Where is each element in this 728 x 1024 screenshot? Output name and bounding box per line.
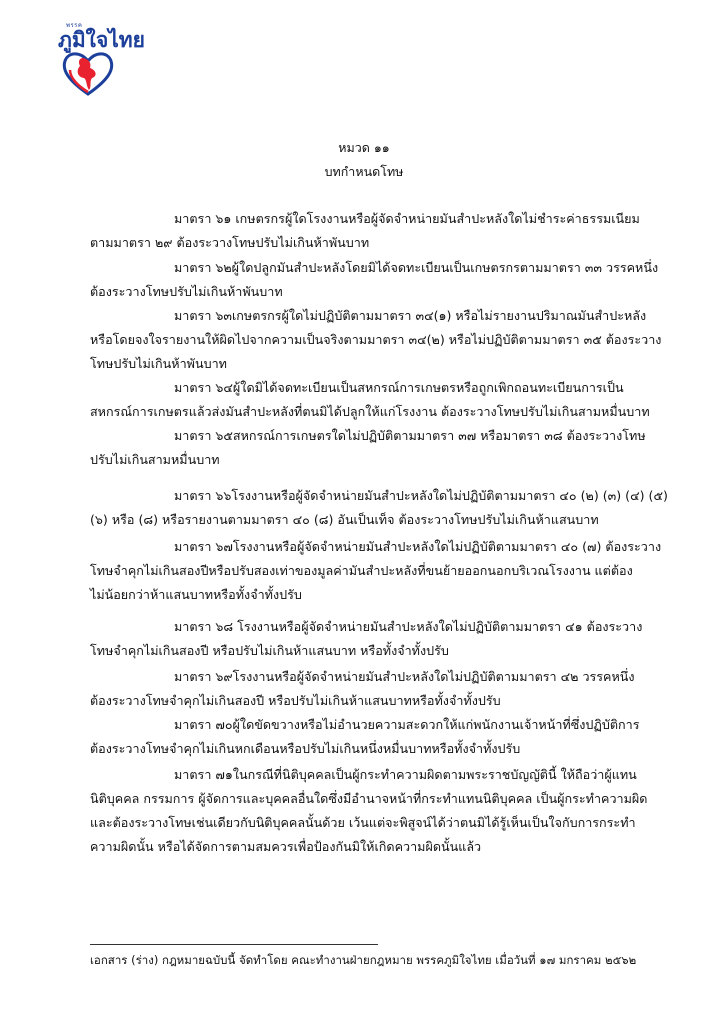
text-line: โทษจำคุกไม่เกินสองปีหรือปรับสองเท่าของมูลค่ามันสำปะหลังที่ขนย้ายออกนอกบริเวณโรงงาน แต่ต้อง	[90, 563, 633, 578]
text-line: ต้องระวางโทษปรับไม่เกินห้าพันบาท	[90, 284, 283, 299]
text-line: มาตรา ๖๔ผู้ใดมิได้จดทะเบียนเป็นสหกรณ์การเกษตรหรือถูกเพิกถอนทะเบียนการเป็น	[174, 380, 624, 395]
text-line: ตามมาตรา ๒๙ ต้องระวางโทษปรับไม่เกินห้าพันบาท	[90, 235, 370, 250]
text-line: หรือโดยจงใจรายงานให้ผิดไปจากความเป็นจริงตามมาตรา ๓๔(๒) หรือไม่ปฏิบัติตามมาตรา ๓๕ ต้องระวาง	[90, 332, 662, 347]
text-line: มาตรา ๖๘ โรงงานหรือผู้จัดจำหน่ายมันสำปะหลังใดไม่ปฏิบัติตามมาตรา ๔๑ ต้องระวาง	[174, 619, 643, 634]
text-line: มาตรา ๖๕สหกรณ์การเกษตรใดไม่ปฏิบัติตามมาตรา ๓๗ หรือมาตรา ๓๘ ต้องระวางโทษ	[174, 428, 646, 443]
logo-name: ภูมิใจไทย	[58, 28, 145, 52]
text-line: ไม่น้อยกว่าห้าแสนบาทหรือทั้งจำทั้งปรับ	[90, 587, 302, 602]
footer-divider	[90, 944, 378, 945]
text-line: มาตรา ๖๗โรงงานหรือผู้จัดจำหน่ายมันสำปะหลังใดไม่ปฏิบัติตามมาตรา ๔๐ (๗) ต้องระวาง	[174, 539, 662, 554]
thailand-map-heart-icon	[62, 50, 114, 96]
text-line: มาตรา ๗๐ผู้ใดขัดขวางหรือไม่อำนวยความสะดวกให้แก่พนักงานเจ้าหน้าที่ซึ่งปฏิบัติการ	[174, 717, 640, 732]
text-line: (๖) หรือ (๘) หรือรายงานตามมาตรา ๔๐ (๘) อันเป็นเท็จ ต้องระวางโทษปรับไม่เกินห้าแสนบาท	[90, 512, 599, 527]
text-line: มาตรา ๗๑ในกรณีที่นิติบุคคลเป็นผู้กระทำความผิดตามพระราชบัญญัตินี้ ให้ถือว่าผู้แทน	[174, 767, 637, 782]
text-line: ปรับไม่เกินสามหมื่นบาท	[90, 452, 220, 467]
text-line: โทษปรับไม่เกินห้าพันบาท	[90, 356, 227, 371]
text-line: ความผิดนั้น หรือได้จัดการตามสมควรเพื่อป้องกันมิให้เกิดความผิดนั้นแล้ว	[90, 839, 482, 854]
text-line: โทษจำคุกไม่เกินสองปี หรือปรับไม่เกินห้าแสนบาท หรือทั้งจำทั้งปรับ	[90, 643, 449, 658]
text-line: นิติบุคคล กรรมการ ผู้จัดการและบุคคลอื่นใดซึ่งมีอำนาจหน้าที่กระทำแทนนิติบุคคล เป็นผู้กระทำความผิด	[90, 791, 648, 806]
chapter-title: บทกำหนดโทษ	[324, 164, 404, 179]
footer-note: เอกสาร (ร่าง) กฎหมายฉบับนี้ จัดทำโดย คณะทำงานฝ่ายกฎหมาย พรรคภูมิใจไทย เมื่อวันที่ ๑๗ มกราคม ๒๕๖๒	[90, 953, 637, 967]
text-line: และต้องระวางโทษเช่นเดียวกับนิติบุคคลนั้นด้วย เว้นแต่จะพิสูจน์ได้ว่าตนมิได้รู้เห็นเป็นใจกับการกระทำ	[90, 815, 636, 830]
text-line: มาตรา ๖๙โรงงานหรือผู้จัดจำหน่ายมันสำปะหลังใดไม่ปฏิบัติตามมาตรา ๔๒ วรรคหนึ่ง	[174, 669, 635, 684]
party-logo	[44, 20, 145, 100]
logo-small-text: พรรค	[66, 22, 83, 29]
chapter-number: หมวด ๑๑	[338, 140, 390, 155]
text-line: ต้องระวางโทษจำคุกไม่เกินหกเดือนหรือปรับไม่เกินหนึ่งหมื่นบาทหรือทั้งจำทั้งปรับ	[90, 741, 521, 756]
text-line: มาตรา ๖๓เกษตรกรผู้ใดไม่ปฏิบัติตามมาตรา ๓๔(๑) หรือไม่รายงานปริมาณมันสำปะหลัง	[174, 308, 647, 323]
text-line: มาตรา ๖๒ผู้ใดปลูกมันสำปะหลังโดยมิได้จดทะเบียนเป็นเกษตรกรตามมาตรา ๓๓ วรรคหนึ่ง	[174, 260, 659, 275]
text-line: มาตรา ๖๑ เกษตรกรผู้ใดโรงงานหรือผู้จัดจำหน่ายมันสำปะหลังใดไม่ชำระค่าธรรมเนียม	[174, 211, 640, 226]
text-line: มาตรา ๖๖โรงงานหรือผู้จัดจำหน่ายมันสำปะหลังใดไม่ปฏิบัติตามมาตรา ๔๐ (๒) (๓) (๔) (๕)	[174, 488, 668, 503]
text-line: สหกรณ์การเกษตรแล้วส่งมันสำปะหลังที่ตนมิได้ปลูกให้แก่โรงงาน ต้องระวางโทษปรับไม่เกินสามหมื่นบาท	[90, 404, 650, 419]
text-line: ต้องระวางโทษจำคุกไม่เกินสองปี หรือปรับไม่เกินห้าแสนบาทหรือทั้งจำทั้งปรับ	[90, 693, 501, 708]
